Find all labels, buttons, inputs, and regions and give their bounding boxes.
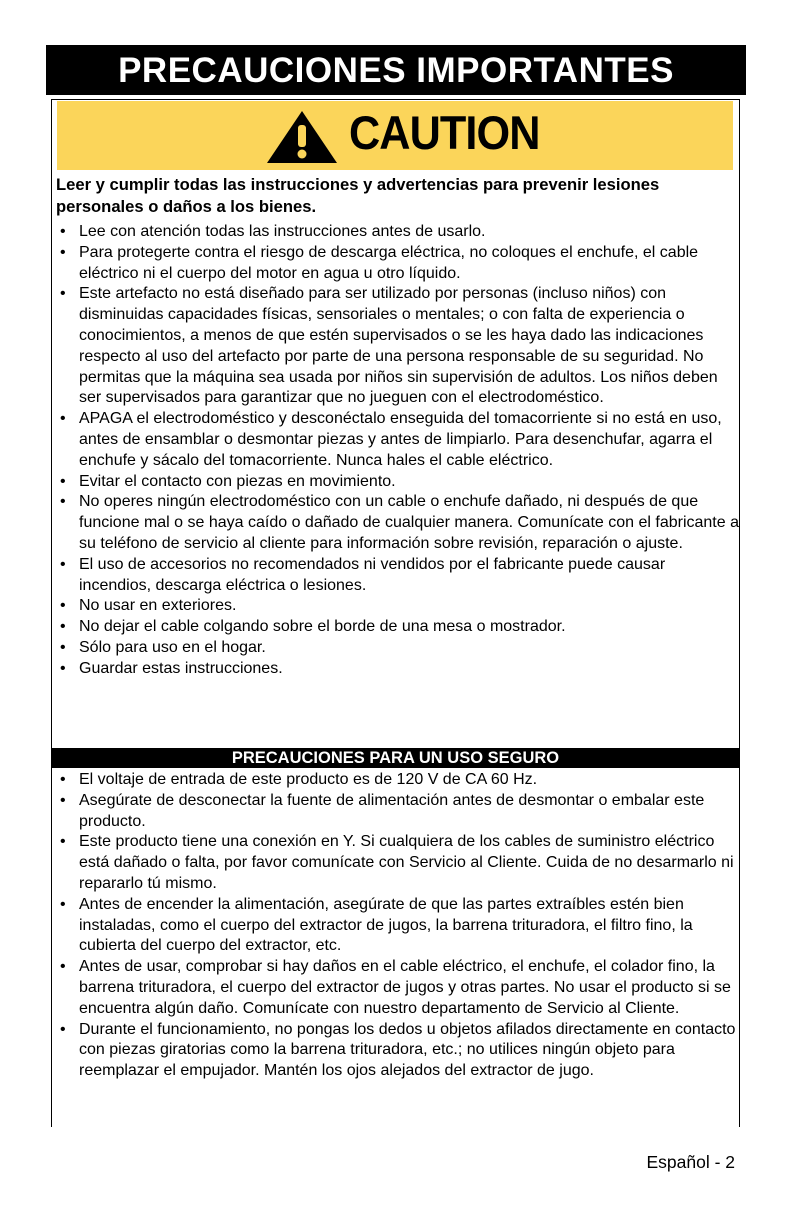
list-item: • Este producto tiene una conexión en Y. Si cualquiera de los cables de suministro eléctrico está dañado o falta, por favor comunícate con Servicio al Cliente. Cuida de no desarmarlo ni repararlo tú mismo. <box>55 832 739 894</box>
caution-label: CAUTION <box>349 106 540 159</box>
list-item: • No usar en exteriores. <box>55 596 739 617</box>
page-number: Español - 2 <box>646 1152 735 1172</box>
list-item: • Sólo para uso en el hogar. <box>55 638 739 659</box>
list-item: • No operes ningún electrodoméstico con un cable o enchufe dañado, ni después de que funcione mal o se haya caído o dañado de cualquier manera. Comunícate con el fabricante a su teléfono de servicio al cliente para información sobre revisión, reparación o ajuste. <box>55 492 739 554</box>
warning-triangle-icon <box>265 109 339 165</box>
list-item: • Durante el funcionamiento, no pongas los dedos u objetos afilados directamente en contacto con piezas giratorias como la barrena trituradora, etc.; no utilices ningún objeto para reemplazar el empujador. Mantén los ojos alejados del extractor de jugo. <box>55 1020 739 1082</box>
precautions-list <box>55 222 739 680</box>
list-item: • Evitar el contacto con piezas en movimiento. <box>55 472 739 493</box>
list-item: • Este artefacto no está diseñado para ser utilizado por personas (incluso niños) con disminuidas capacidades físicas, sensoriales o mentales; o con falta de experiencia o conocimientos, a menos de que estén supervisados o se les haya dado las indicaciones respecto al uso del artefacto por parte de una persona responsable de su seguridad. No permitas que la máquina sea usada por niños sin supervisión de adultos. Los niños deben ser supervisados para garantizar que no jueguen con el electrodoméstico. <box>55 284 739 409</box>
intro-warning: Leer y cumplir todas las instrucciones y advertencias para prevenir lesiones personales o daños a los bienes. <box>56 175 660 216</box>
list-item: • Antes de usar, comprobar si hay daños en el cable eléctrico, el enchufe, el colador fino, la barrena trituradora, el cuerpo del extractor de jugos y otras partes. No usar el producto si se encuentra algún daño. Comunícate con nuestro departamento de Servicio al Cliente. <box>55 957 739 1019</box>
safe-use-list <box>55 770 739 1082</box>
list-item: • Lee con atención todas las instrucciones antes de usarlo. <box>55 222 739 243</box>
list-item: • El voltaje de entrada de este producto es de 120 V de CA 60 Hz. <box>55 770 739 791</box>
list-item: • Asegúrate de desconectar la fuente de alimentación antes de desmontar o embalar este producto. <box>55 791 739 833</box>
list-item: • El uso de accesorios no recomendados ni vendidos por el fabricante puede causar incendios, descarga eléctrica o lesiones. <box>55 555 739 597</box>
list-item: • No dejar el cable colgando sobre el borde de una mesa o mostrador. <box>55 617 739 638</box>
caution-banner <box>57 101 733 170</box>
section-heading: PRECAUCIONES PARA UN USO SEGURO <box>52 748 739 768</box>
list-item: • Antes de encender la alimentación, asegúrate de que las partes extraíbles estén bien instaladas, como el cuerpo del extractor de jugos, la barrena trituradora, el filtro fino, la cubierta del cuerpo del extractor, etc. <box>55 895 739 957</box>
list-item: • APAGA el electrodoméstico y desconéctalo enseguida del tomacorriente si no está en uso, antes de ensamblar o desmontar piezas y antes de limpiarlo. Para desenchufar, agarra el enchufe y sácalo del tomacorriente. Nunca hales el cable eléctrico. <box>55 409 739 471</box>
list-item: • Para protegerte contra el riesgo de descarga eléctrica, no coloques el enchufe, el cable eléctrico ni el cuerpo del motor en agua u otro líquido. <box>55 243 739 285</box>
page-title: PRECAUCIONES IMPORTANTES <box>46 45 746 95</box>
precautions-box <box>51 99 740 1127</box>
list-item: • Guardar estas instrucciones. <box>55 659 739 680</box>
